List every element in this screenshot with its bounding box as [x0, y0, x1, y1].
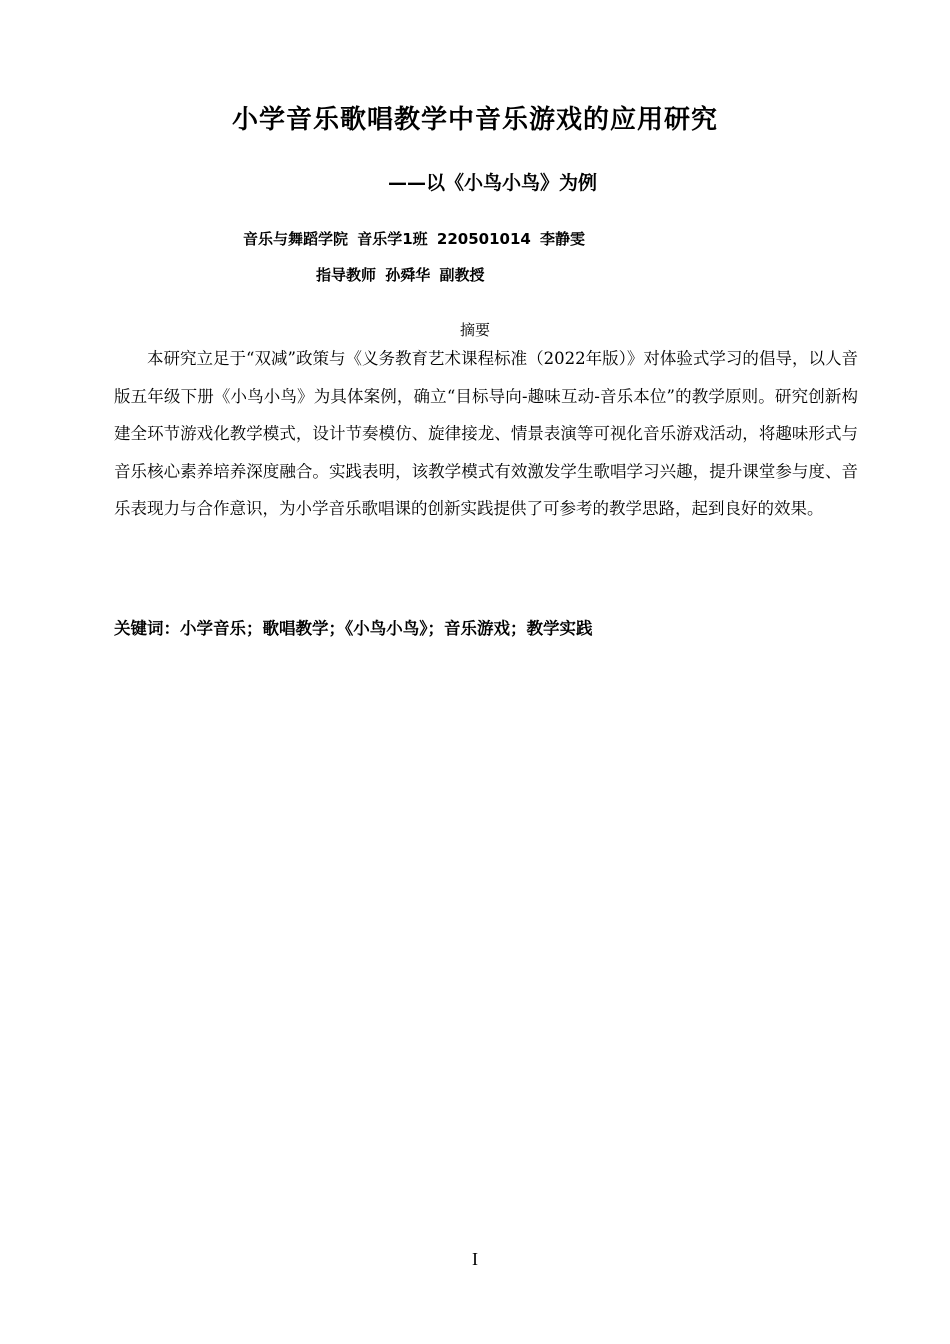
author-info: 音乐与舞蹈学院 音乐学1班 220501014 李静雯: [243, 230, 586, 248]
abstract-heading: 摘要: [459, 321, 490, 339]
advisor-info: 指导教师 孙舜华 副教授: [316, 266, 485, 284]
paper-title: 小学音乐歌唱教学中音乐游戏的应用研究: [231, 105, 718, 135]
page-number: I: [472, 1249, 478, 1269]
abstract-body: 本研究立足于“双减”政策与《义务教育艺术课程标准（2022年版）》对体验式学习的倡导，以人音版五年级下册《小鸟小鸟》为具体案例，确立“目标导向-趣味互动-音乐本位”的教学原则。研究创新构建全环节游戏化教学模式，设计节奏模仿、旋律接龙、情景表演等可视化音乐游戏活动，将趣味形式与音乐核心素养培养深度融合。实践表明，该教学模式有效激发学生歌唱学习兴趣，提升课堂参与度、音乐表现力与合作意识，为小学音乐歌唱课的创新实践提供了可参考的教学思路，起到良好的效果。: [114, 349, 858, 518]
paper-subtitle: ——以《小鸟小鸟》为例: [388, 172, 598, 194]
keywords: 关键词：小学音乐；歌唱教学；《小鸟小鸟》；音乐游戏；教学实践: [114, 619, 593, 638]
